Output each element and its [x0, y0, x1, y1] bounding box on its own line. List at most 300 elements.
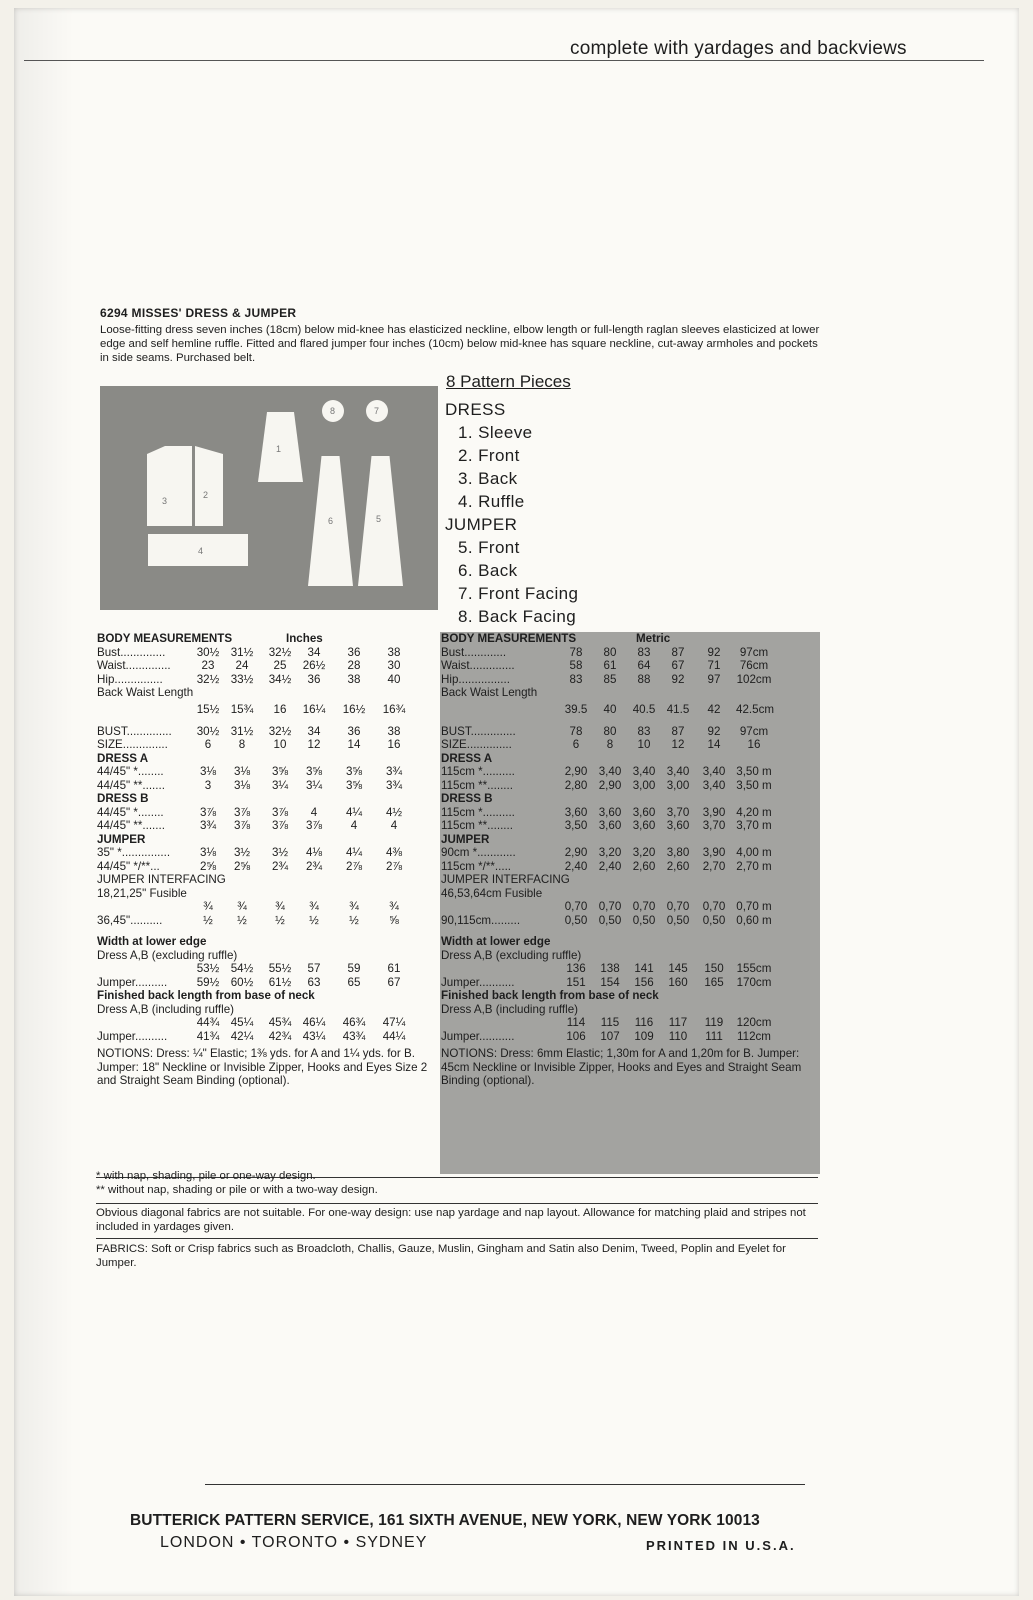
table-subtitle [96, 887, 439, 901]
diagonal-note: Obvious diagonal fabrics are not suitable. For one-way design: use nap yardage and nap layout. Allowance for matching plaid and stripes not included in yardages given. [96, 1207, 806, 1233]
row-value: 3,40 [702, 778, 726, 792]
row-label: 36,45".......... [97, 913, 163, 927]
nap-note-1: * with nap, shading, pile or one-way design. [96, 1170, 316, 1182]
table-row [96, 779, 439, 793]
table-label: Width at lower edge [97, 935, 207, 948]
row-value: 2⅞ [345, 859, 363, 873]
row-value: 92 [707, 645, 721, 659]
table-row [96, 659, 439, 673]
table-row [96, 914, 439, 928]
row-value: 42.5cm [736, 702, 775, 716]
row-value: 4,20 m [736, 805, 772, 819]
row-value: 67 [387, 975, 401, 989]
row-value: 3,60 [564, 805, 588, 819]
row-value: 83 [569, 672, 583, 686]
table-subtitle [96, 949, 439, 963]
row-value: 0,70 [564, 900, 588, 913]
row-value: 3,50 m [736, 778, 772, 792]
row-label: Hip................ [441, 672, 510, 686]
row-value: 32½ [196, 672, 220, 686]
row-value: 3¾ [199, 819, 217, 832]
table-gap [96, 927, 439, 935]
table-label: Dress A,B (including ruffle) [441, 1002, 579, 1016]
row-value: 4¼ [345, 846, 363, 859]
row-value: 4⅜ [385, 846, 403, 859]
row-value: 3½ [271, 846, 289, 859]
row-value: 53½ [196, 962, 220, 975]
row-value: 16 [747, 738, 761, 751]
row-value: 119 [704, 1016, 724, 1029]
table-header-row [96, 632, 439, 646]
row-value: 57 [307, 962, 321, 975]
row-value: 3⅞ [233, 819, 251, 832]
paper-fold [14, 8, 74, 1596]
row-value: 109 [634, 1029, 654, 1043]
row-value: 2,80 [564, 778, 588, 792]
table-subtitle [96, 1003, 439, 1017]
table-label: Finished back length from base of neck [97, 989, 315, 1002]
row-value: 26½ [302, 659, 326, 672]
divider [96, 1238, 818, 1239]
row-value: 61 [387, 962, 401, 975]
table-label: Back Waist Length [441, 686, 538, 699]
row-value: 43¾ [342, 1029, 366, 1043]
row-value: 4 [310, 805, 318, 819]
piece-item: 1. Sleeve [458, 423, 533, 442]
table-gap [440, 927, 820, 935]
row-value: 34 [307, 645, 321, 659]
row-value: 25 [273, 659, 287, 672]
row-label: Waist.............. [97, 659, 171, 672]
piece-3-shape [147, 446, 192, 526]
row-value: 3,50 [564, 819, 588, 832]
row-label: Bust.............. [97, 645, 166, 659]
row-value: 44¾ [196, 1016, 220, 1029]
printed-in: PRINTED IN U.S.A. [646, 1538, 796, 1553]
row-value: 3,80 [666, 846, 690, 859]
row-value: 136 [566, 962, 586, 975]
table-subtitle [96, 873, 439, 887]
table-label: 18,21,25" Fusible [97, 886, 187, 900]
row-value: 151 [566, 975, 586, 989]
row-value: 45¾ [268, 1016, 292, 1029]
table-row [440, 779, 820, 793]
row-value: 0,60 m [736, 913, 772, 927]
row-value: 3¼ [305, 778, 323, 792]
row-value: 112cm [737, 1029, 771, 1043]
row-label: 44/45" */**... [97, 859, 160, 873]
row-value: 87 [671, 724, 685, 738]
metric-yardage-table [440, 632, 820, 1174]
table-label: Finished back length from base of neck [441, 989, 659, 1002]
row-value: 0,50 [632, 913, 656, 927]
row-value: 76cm [739, 659, 769, 672]
row-value: 97 [707, 672, 721, 686]
table-header: BODY MEASUREMENTS [97, 632, 233, 645]
row-value: 3¾ [385, 765, 403, 778]
table-label: JUMPER INTERFACING [441, 873, 570, 886]
row-value: 42¾ [268, 1029, 292, 1043]
table-subtitle [440, 949, 820, 963]
row-value: 58 [569, 659, 583, 672]
row-value: 83 [637, 645, 651, 659]
row-value: 2⅞ [385, 859, 403, 873]
row-value: 2,70 [702, 859, 726, 873]
row-value: 170cm [736, 975, 772, 989]
row-value: 15¾ [230, 702, 254, 716]
row-label: BUST.............. [441, 724, 516, 738]
row-value: 3¾ [385, 778, 403, 792]
row-value: 55½ [268, 962, 292, 975]
piece-label: 4 [198, 546, 204, 556]
piece-item: 2. Front [458, 446, 520, 465]
row-label: 90,115cm......... [441, 913, 521, 927]
row-value: 115 [600, 1016, 620, 1029]
piece-item: 6. Back [458, 561, 518, 580]
row-value: 16½ [342, 702, 366, 716]
row-value: 0,70 [598, 900, 622, 913]
row-label: 115cm **........ [441, 778, 513, 792]
table-section-title [440, 752, 820, 766]
row-value: 31½ [230, 645, 254, 659]
row-value: 106 [566, 1029, 586, 1043]
table-subtitle [440, 887, 820, 901]
row-value: 16 [273, 702, 287, 716]
row-value: 156 [634, 975, 654, 989]
table-row [440, 700, 820, 717]
pattern-pieces-sketch [100, 386, 438, 610]
piece-2-shape [195, 446, 223, 526]
row-value: 36 [307, 672, 321, 686]
row-value: ½ [203, 913, 213, 927]
row-value: 107 [600, 1029, 620, 1043]
row-value: 0,50 [598, 913, 622, 927]
row-value: 3⅝ [305, 765, 323, 778]
table-section-title [96, 833, 439, 847]
row-value: 38 [387, 724, 401, 738]
row-label: 115cm *.......... [441, 765, 515, 778]
piece-label: 8 [330, 406, 336, 416]
row-value: 54½ [230, 962, 254, 975]
row-value: 3⅝ [345, 765, 363, 778]
row-value: 2,90 [564, 846, 588, 859]
table-header: BODY MEASUREMENTS [441, 632, 577, 645]
row-value: 92 [707, 724, 721, 738]
row-value: 3⅞ [233, 805, 251, 819]
row-value: 64 [637, 659, 651, 672]
row-label: 44/45" **....... [97, 819, 165, 832]
pattern-description: Loose-fitting dress seven inches (18cm) below mid-knee has elasticized neckline, elbow length or full-length raglan sleeves elasticized at lower edge and self hemline ruffle. Fitted and flared jumper four inches (10cm) below mid-knee has square neckline, cut-away armholes and pockets in side seams. Purchased belt. [100, 324, 820, 364]
row-value: 141 [634, 962, 654, 975]
table-label: DRESS B [97, 792, 149, 805]
table-header-row [440, 632, 820, 646]
row-label: 44/45" *........ [97, 765, 164, 778]
row-value: 60½ [230, 975, 254, 989]
row-value: 78 [569, 645, 583, 659]
row-value: 34½ [268, 672, 292, 686]
table-row [96, 846, 439, 860]
row-value: 3,70 [666, 805, 690, 819]
table-unit: Inches [286, 632, 323, 645]
row-value: 117 [668, 1016, 688, 1029]
table-section-title [96, 935, 439, 949]
row-value: 2,90 [598, 778, 622, 792]
row-value: 3,40 [702, 765, 726, 778]
row-value: 102cm [736, 672, 772, 686]
row-value: 28 [347, 659, 361, 672]
table-label: JUMPER INTERFACING [97, 873, 226, 886]
row-value: 6 [572, 738, 580, 751]
row-value: 31½ [230, 724, 254, 738]
row-value: ⅝ [389, 913, 399, 927]
table-label: Dress A,B (excluding ruffle) [97, 948, 238, 962]
piece-label: 3 [162, 496, 168, 506]
row-value: 3⅞ [305, 819, 323, 832]
notions-text: NOTIONS: Dress: 6mm Elastic; 1,30m for A and 1,20m for B. Jumper: 45cm Neckline or Invisible Zipper, Hooks and Eyes and Straight Seam Binding (optional). [441, 1047, 802, 1087]
row-label: 115cm **........ [441, 819, 513, 832]
row-value: 92 [671, 672, 685, 686]
table-row [96, 738, 439, 752]
row-value: 3,70 [702, 819, 726, 832]
table-row [96, 673, 439, 687]
row-value: 41.5 [666, 702, 690, 716]
table-row [96, 1030, 439, 1044]
piece-label: 6 [328, 516, 334, 526]
row-value: ½ [275, 913, 285, 927]
row-value: 44¼ [382, 1029, 406, 1043]
table-row [440, 673, 820, 687]
row-value: 36 [347, 724, 361, 738]
table-row [96, 976, 439, 990]
row-value: 0,50 [564, 913, 588, 927]
row-value: 8 [606, 738, 614, 751]
table-row [96, 806, 439, 820]
row-value: 111 [705, 1029, 723, 1043]
footer-rule [205, 1484, 805, 1485]
row-value: 65 [347, 975, 361, 989]
row-value: 6 [204, 738, 212, 751]
table-row [96, 725, 439, 739]
table-label: Width at lower edge [441, 935, 551, 948]
row-value: 155cm [736, 962, 772, 975]
table-row [440, 819, 820, 833]
row-value: 14 [707, 738, 721, 751]
row-value: 3,90 [702, 846, 726, 859]
row-label: 115cm *.......... [441, 805, 515, 819]
row-label: 35" *............... [97, 846, 171, 859]
row-value: 78 [569, 724, 583, 738]
row-value: 46¼ [302, 1016, 326, 1029]
table-label: Dress A,B (excluding ruffle) [441, 948, 582, 962]
row-value: 2,60 [666, 859, 690, 873]
table-subtitle [440, 873, 820, 887]
row-value: 3,00 [632, 778, 656, 792]
row-value: 15½ [196, 702, 220, 716]
row-value: 47¼ [382, 1016, 406, 1029]
row-value: 2¾ [271, 859, 289, 873]
row-value: 3⅞ [271, 819, 289, 832]
row-value: 42¼ [230, 1029, 254, 1043]
row-value: ½ [237, 913, 247, 927]
table-row [440, 659, 820, 673]
row-value: 3,40 [598, 765, 622, 778]
row-value: 3⅛ [233, 778, 251, 792]
row-value: 12 [307, 738, 321, 751]
table-unit: Metric [636, 632, 671, 645]
row-value: 30½ [196, 645, 220, 659]
row-value: 14 [347, 738, 361, 751]
row-value: 2,40 [598, 859, 622, 873]
row-value: 0,50 [666, 913, 690, 927]
row-label: BUST.............. [97, 724, 172, 738]
row-value: 3⅞ [199, 805, 217, 819]
row-label: Jumper.......... [97, 975, 168, 989]
row-value: 88 [637, 672, 651, 686]
row-value: ½ [349, 913, 359, 927]
row-value: 10 [273, 738, 287, 751]
table-label: DRESS B [441, 792, 493, 805]
company-address: BUTTERICK PATTERN SERVICE, 161 SIXTH AVENUE, NEW YORK, NEW YORK 10013 [130, 1512, 760, 1529]
inches-yardage-table [96, 632, 439, 1088]
jumper-heading: JUMPER [445, 515, 518, 534]
table-section-title [440, 792, 820, 806]
row-value: 165 [704, 975, 724, 989]
table-row [96, 646, 439, 660]
table-row [440, 900, 820, 914]
row-label: Jumper........... [441, 1029, 515, 1043]
table-row [440, 962, 820, 976]
company-cities: LONDON • TORONTO • SYDNEY [160, 1534, 428, 1551]
row-label: 115cm */**..... [441, 859, 512, 873]
piece-item: 3. Back [458, 469, 518, 488]
table-row [96, 860, 439, 874]
pattern-pieces-list [445, 398, 578, 628]
table-section-title [440, 935, 820, 949]
row-value: 154 [600, 975, 620, 989]
row-value: 24 [235, 659, 249, 672]
row-value: 4 [390, 819, 398, 832]
piece-label: 1 [276, 444, 282, 454]
top-rule [24, 60, 984, 61]
row-value: 4,00 m [736, 846, 772, 859]
row-value: 30½ [196, 724, 220, 738]
row-value: 61½ [268, 975, 292, 989]
row-value: 3,20 [598, 846, 622, 859]
row-value: 3⅛ [199, 765, 217, 778]
row-value: 2,90 [564, 765, 588, 778]
row-value: 16¾ [382, 702, 406, 716]
row-label: SIZE.............. [97, 738, 168, 751]
notions-text: NOTIONS: Dress: ¼" Elastic; 1⅜ yds. for A and 1¼ yds. for B. Jumper: 18" Neckline or Invisible Zipper, Hooks and Eyes Size 2 and Straight Seam Binding (optional). [97, 1047, 428, 1087]
table-label: Dress A,B (including ruffle) [97, 1002, 235, 1016]
row-value: ½ [309, 913, 319, 927]
row-value: ¾ [203, 900, 213, 913]
table-row [440, 725, 820, 739]
row-value: 3,70 m [736, 819, 772, 832]
piece-item: 4. Ruffle [458, 492, 525, 511]
row-value: 71 [707, 659, 721, 672]
table-section-title [440, 833, 820, 847]
pattern-title: 6294 MISSES' DRESS & JUMPER [100, 306, 297, 320]
row-value: 3,40 [666, 765, 690, 778]
row-value: 160 [668, 975, 688, 989]
row-value: 23 [201, 659, 215, 672]
table-label: DRESS A [441, 751, 493, 765]
table-section-title [96, 989, 439, 1003]
row-value: 0,70 m [736, 900, 772, 913]
piece-label: 5 [376, 514, 382, 524]
row-value: ¾ [349, 900, 359, 913]
row-value: 3⅝ [271, 765, 289, 778]
table-row [440, 846, 820, 860]
row-value: 67 [671, 659, 685, 672]
row-label: 90cm *............ [441, 846, 516, 859]
pattern-pieces-title: 8 Pattern Pieces [446, 372, 571, 391]
row-value: 46¾ [342, 1016, 366, 1029]
table-row [440, 765, 820, 779]
table-subtitle [440, 1003, 820, 1017]
piece-item: 5. Front [458, 538, 520, 557]
row-value: 59 [347, 962, 361, 975]
row-value: 3⅛ [199, 846, 217, 859]
row-label: SIZE.............. [441, 738, 512, 751]
row-value: 38 [347, 672, 361, 686]
row-value: 83 [637, 724, 651, 738]
row-value: 85 [603, 672, 617, 686]
row-value: 0,50 [702, 913, 726, 927]
table-row [440, 976, 820, 990]
row-value: 30 [387, 659, 401, 672]
row-label: 44/45" **....... [97, 778, 165, 792]
table-row [96, 700, 439, 717]
row-value: 4¼ [345, 805, 363, 819]
row-label: Waist.............. [441, 659, 515, 672]
table-row [96, 819, 439, 833]
table-label: JUMPER [441, 832, 490, 846]
row-value: 40 [603, 702, 617, 716]
row-value: 2⅝ [199, 859, 217, 873]
row-value: 32½ [268, 724, 292, 738]
table-section-title [96, 752, 439, 766]
row-value: 114 [566, 1016, 586, 1029]
row-value: 3 [204, 778, 212, 792]
row-value: 3,20 [632, 846, 656, 859]
row-value: 4½ [385, 805, 403, 819]
table-row [440, 860, 820, 874]
row-value: 87 [671, 645, 685, 659]
row-value: 97cm [739, 724, 769, 738]
table-gap [96, 717, 439, 725]
table-row [440, 646, 820, 660]
table-row [96, 900, 439, 914]
row-value: 3,60 [632, 819, 656, 832]
piece-item: 8. Back Facing [458, 607, 577, 626]
row-value: 3,60 [598, 805, 622, 819]
piece-label: 7 [374, 406, 380, 416]
row-value: 33½ [230, 672, 254, 686]
table-gap [440, 717, 820, 725]
row-value: 3,60 [666, 819, 690, 832]
row-value: 3,50 m [736, 765, 772, 778]
row-value: 3,60 [598, 819, 622, 832]
row-value: 3⅛ [233, 765, 251, 778]
divider [96, 1203, 818, 1204]
nap-footnotes [96, 1170, 818, 1197]
row-value: 2,60 [632, 859, 656, 873]
row-label: Bust............. [441, 645, 507, 659]
piece-item: 7. Front Facing [458, 584, 579, 603]
row-value: 61 [603, 659, 617, 672]
